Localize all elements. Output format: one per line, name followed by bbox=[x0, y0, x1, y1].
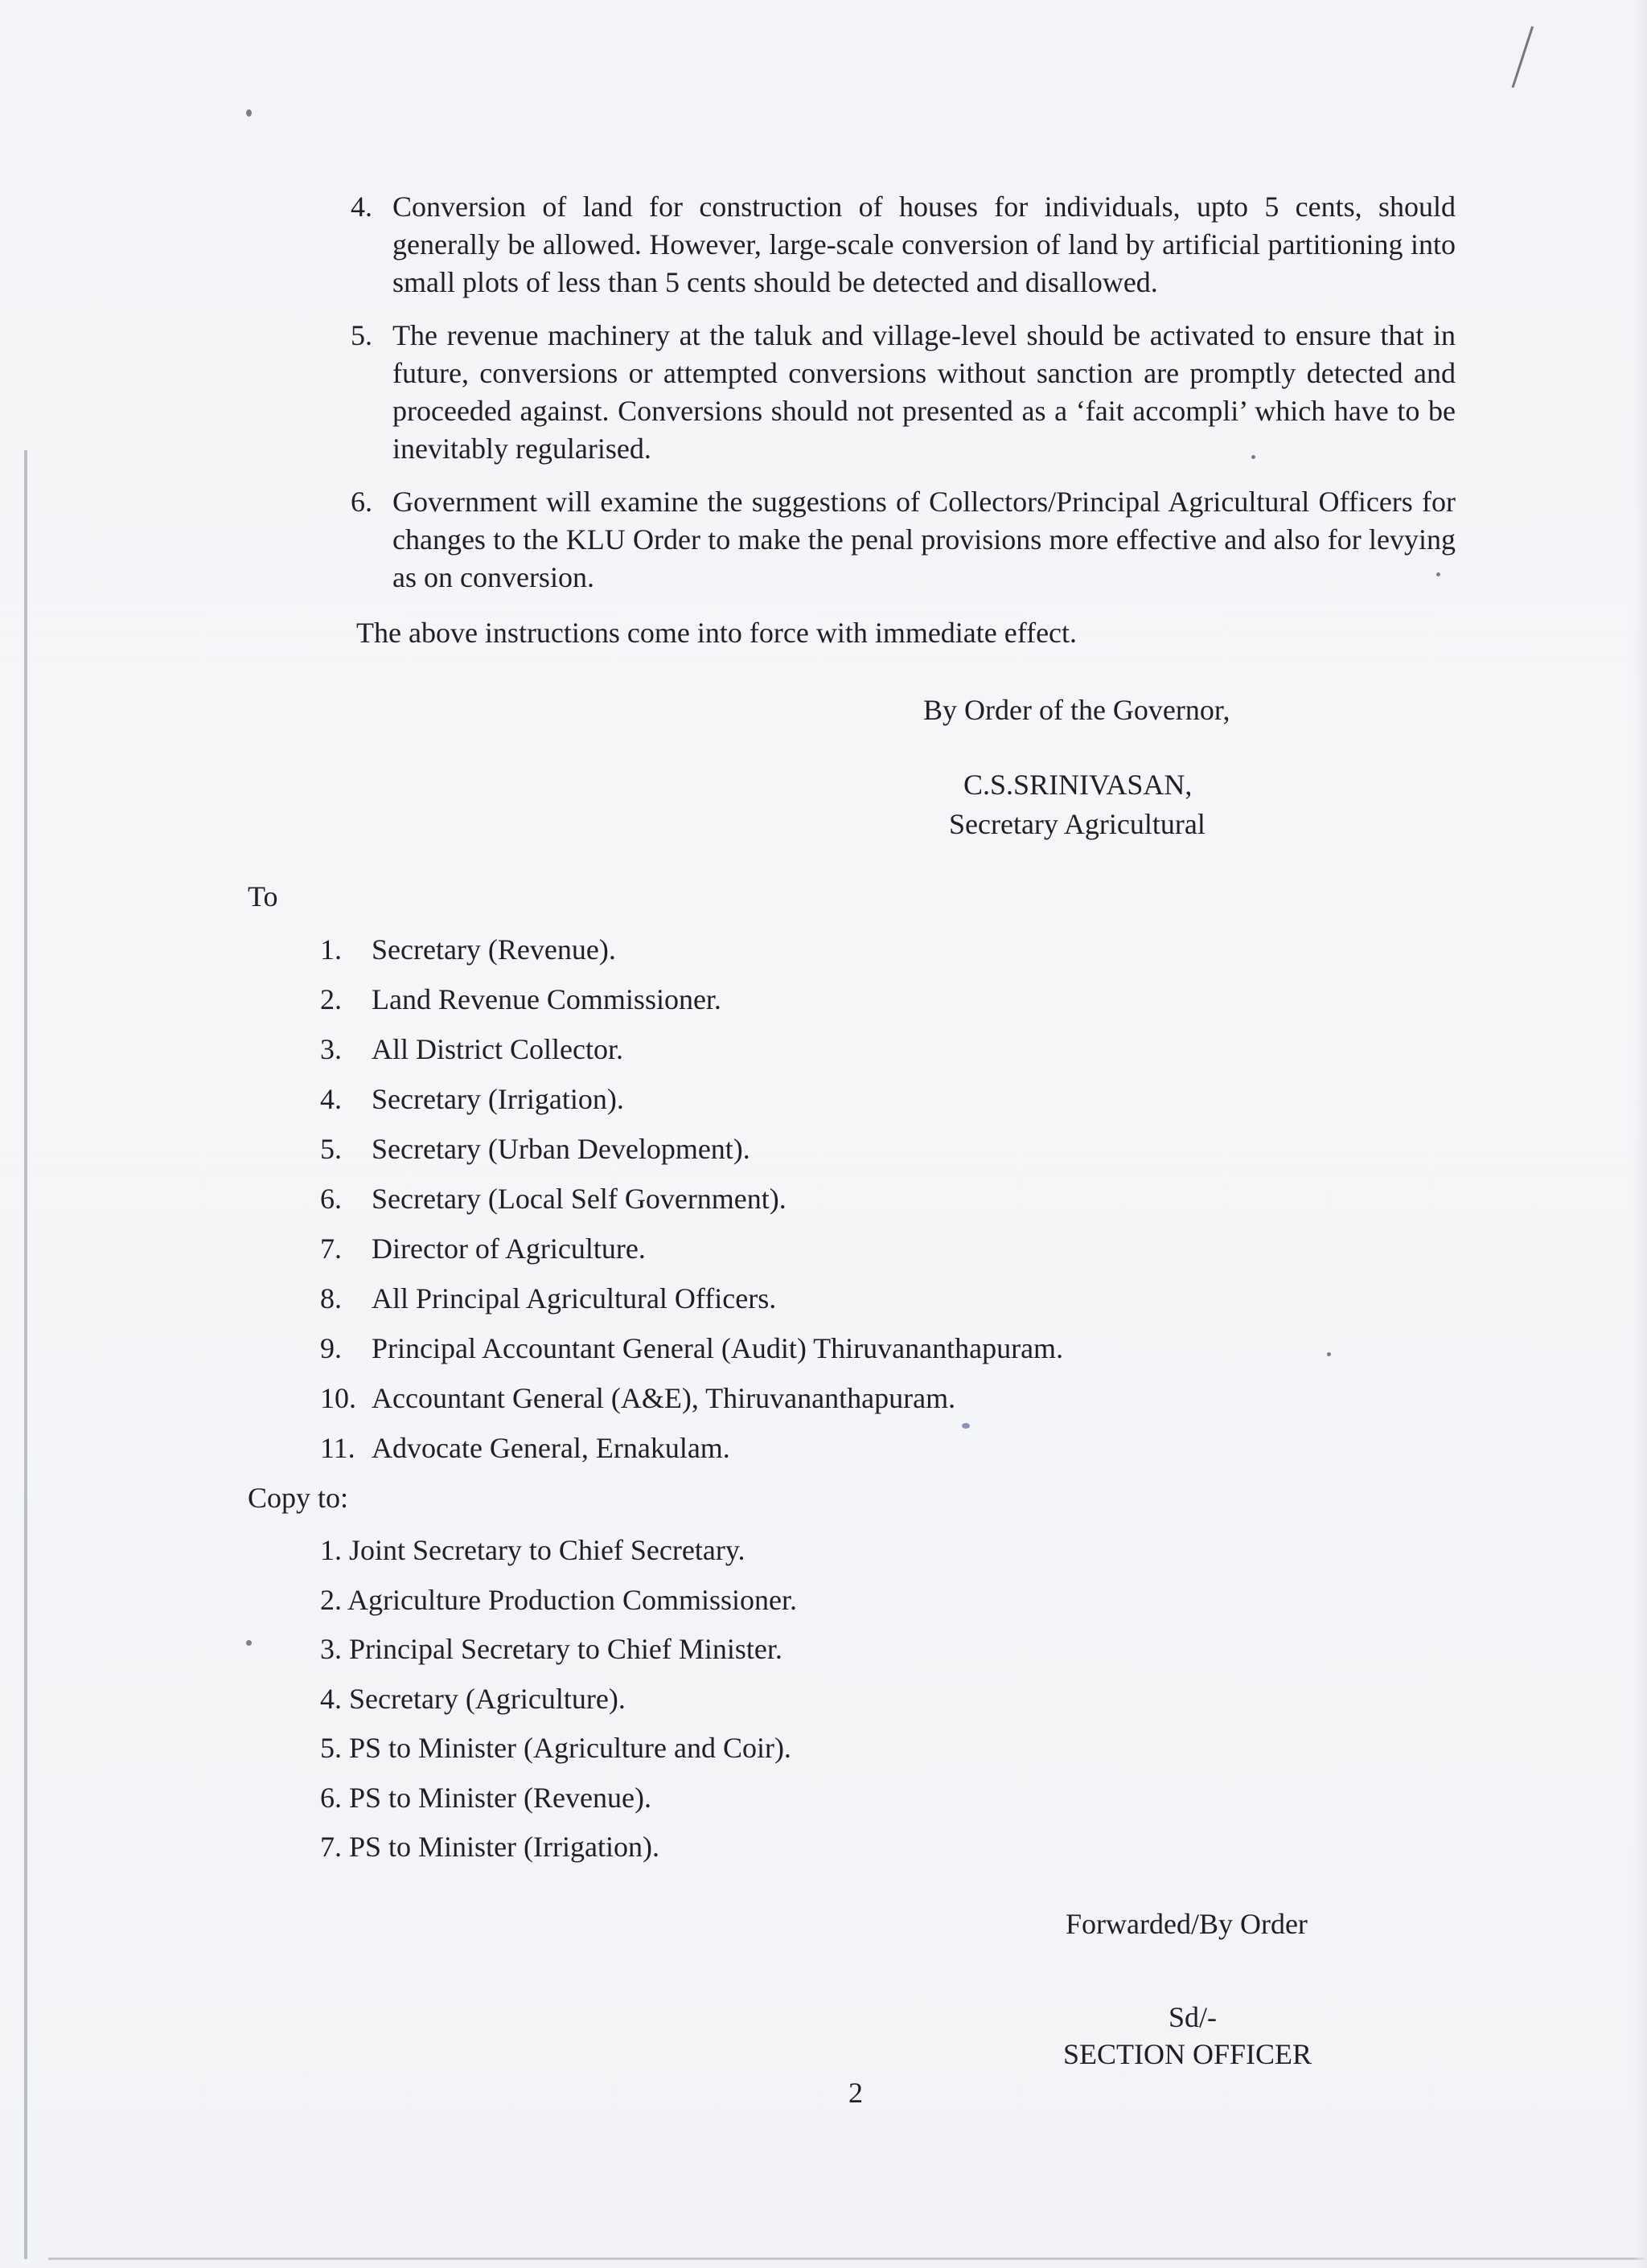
list-item: 7. PS to Minister (Irrigation). bbox=[320, 1831, 659, 1863]
list-item-text: All Principal Agricultural Officers. bbox=[372, 1282, 777, 1314]
copy-list bbox=[320, 1532, 797, 1878]
list-item-number: 3. bbox=[320, 1033, 342, 1065]
list-item-number: 8. bbox=[320, 1282, 342, 1314]
instruction-text: The revenue machinery at the taluk and village-level should be activated to ensure that in future, conversions or attempted conversions without sanction are promptly detected and proceeded against. Conversions should not presented as a ‘fait accompli’ which have to be inevitably regularised. bbox=[392, 319, 1456, 465]
list-item bbox=[320, 1230, 1063, 1280]
list-item-text: Secretary (Revenue). bbox=[372, 933, 616, 966]
scan-bottom-edge bbox=[48, 2258, 1647, 2260]
instruction-number: 5. bbox=[351, 319, 372, 351]
list-item bbox=[320, 931, 1063, 981]
scan-right-shadow bbox=[1633, 0, 1647, 2268]
list-item: 2. Agriculture Production Commissioner. bbox=[320, 1583, 797, 1616]
instruction-number: 4. bbox=[351, 191, 372, 223]
forwarded-line: Forwarded/By Order bbox=[1066, 1908, 1308, 1940]
instruction-item bbox=[351, 317, 1456, 468]
list-item-text: Director of Agriculture. bbox=[372, 1232, 646, 1265]
instruction-number: 6. bbox=[351, 486, 372, 518]
instruction-text: Conversion of land for construction of houses for individuals, upto 5 cents, should generally be allowed. However, large-scale conversion of land by artificial partitioning into small plots of less than 5 cents should be detected and disallowed. bbox=[392, 191, 1456, 298]
list-item-number: 11. bbox=[320, 1432, 355, 1464]
instruction-paragraphs bbox=[351, 188, 1456, 612]
list-item bbox=[320, 1081, 1063, 1130]
list-item bbox=[320, 1330, 1063, 1380]
list-item-number: 6. bbox=[320, 1183, 342, 1215]
list-item-number: 10. bbox=[320, 1382, 356, 1414]
list-item bbox=[320, 1180, 1063, 1230]
page-number: 2 bbox=[848, 2077, 863, 2109]
instruction-item bbox=[351, 188, 1456, 301]
by-order-line: By Order of the Governor, bbox=[923, 694, 1230, 726]
list-item bbox=[320, 1130, 1063, 1180]
closing-statement: The above instructions come into force with immediate effect. bbox=[356, 617, 1078, 649]
list-item bbox=[320, 1031, 1063, 1081]
list-item: 6. PS to Minister (Revenue). bbox=[320, 1781, 651, 1814]
pen-tick-mark bbox=[1507, 25, 1534, 88]
list-item-number: 4. bbox=[320, 1083, 342, 1115]
scan-speck bbox=[246, 1640, 252, 1646]
list-item: 1. Joint Secretary to Chief Secretary. bbox=[320, 1534, 745, 1566]
recipient-list bbox=[320, 931, 1063, 1479]
sd-mark: Sd/- bbox=[1169, 2001, 1218, 2033]
scan-speck bbox=[1327, 1352, 1331, 1356]
list-item bbox=[320, 1429, 1063, 1479]
scan-speck bbox=[246, 109, 252, 117]
list-item-text: Secretary (Urban Development). bbox=[372, 1133, 750, 1165]
list-item-text: Principal Accountant General (Audit) Thiruvananthapuram. bbox=[372, 1332, 1064, 1364]
instruction-item bbox=[351, 483, 1456, 597]
scan-left-edge bbox=[24, 450, 27, 2259]
list-item-text: Land Revenue Commissioner. bbox=[372, 983, 721, 1015]
list-item bbox=[320, 981, 1063, 1031]
list-item bbox=[320, 1380, 1063, 1429]
copy-heading: Copy to: bbox=[248, 1482, 349, 1514]
instruction-text: Government will examine the suggestions of Collectors/Principal Agricultural Officers for changes to the KLU Order to make the penal provisions more effective and also for levying as on conversion. bbox=[392, 486, 1456, 593]
signatory-designation: Secretary Agricultural bbox=[949, 808, 1205, 840]
list-item-text: Accountant General (A&E), Thiruvananthapuram. bbox=[372, 1382, 956, 1414]
list-item-text: Advocate General, Ernakulam. bbox=[372, 1432, 730, 1464]
list-item: 4. Secretary (Agriculture). bbox=[320, 1682, 626, 1715]
list-item-text: Secretary (Irrigation). bbox=[372, 1083, 624, 1115]
list-item-number: 7. bbox=[320, 1232, 342, 1265]
signatory-name: C.S.SRINIVASAN, bbox=[963, 769, 1193, 801]
list-item-number: 1. bbox=[320, 933, 342, 966]
list-item-number: 5. bbox=[320, 1133, 342, 1165]
list-item: 3. Principal Secretary to Chief Minister. bbox=[320, 1633, 782, 1665]
list-item-number: 2. bbox=[320, 983, 342, 1015]
list-item-number: 9. bbox=[320, 1332, 342, 1364]
list-item: 5. PS to Minister (Agriculture and Coir). bbox=[320, 1732, 791, 1764]
to-heading: To bbox=[248, 880, 278, 913]
list-item-text: Secretary (Local Self Government). bbox=[372, 1183, 787, 1215]
list-item bbox=[320, 1280, 1063, 1330]
list-item-text: All District Collector. bbox=[372, 1033, 623, 1065]
section-officer: SECTION OFFICER bbox=[1063, 2038, 1312, 2070]
